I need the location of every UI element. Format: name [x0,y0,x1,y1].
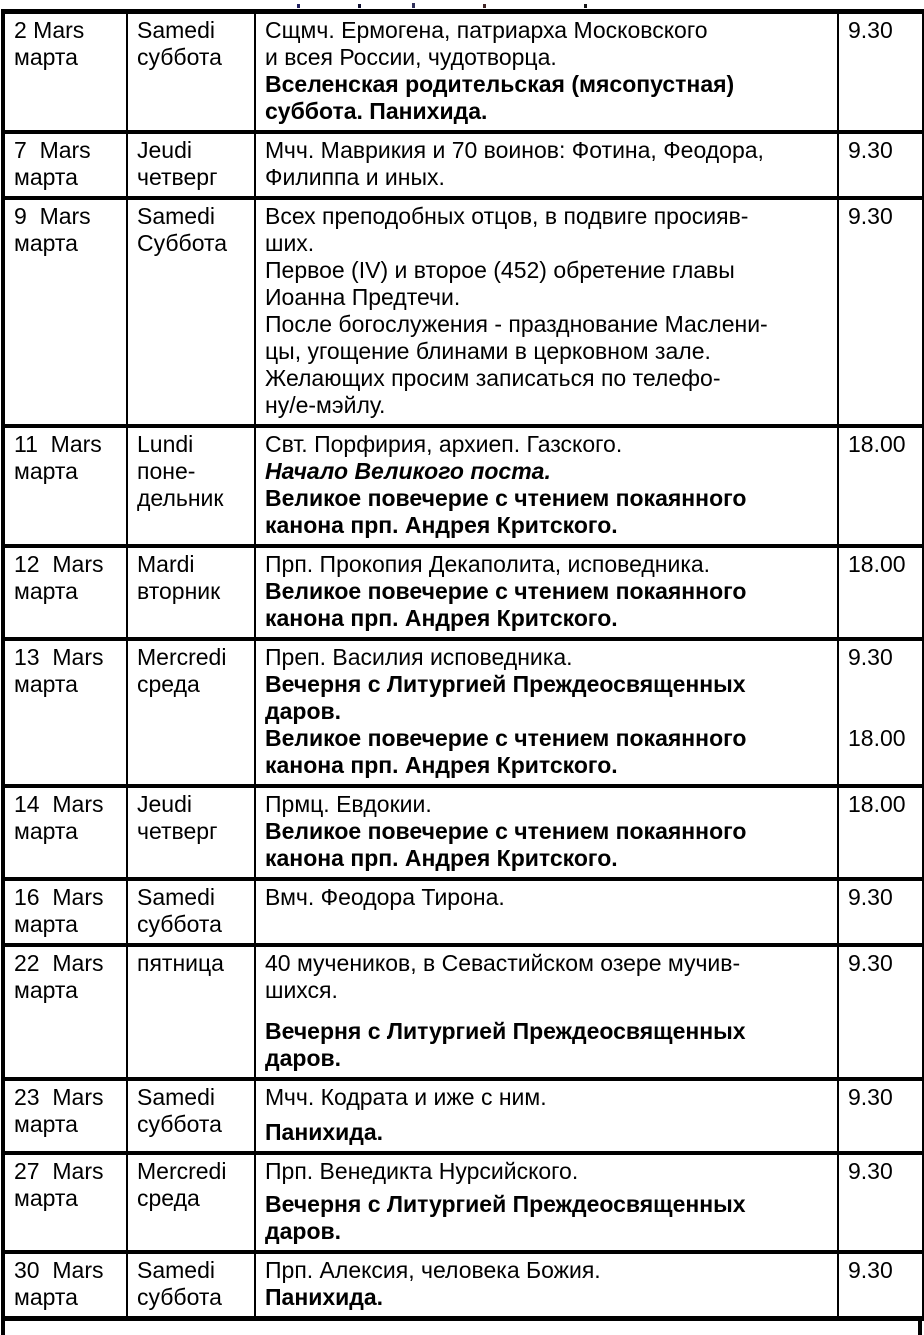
service-description-cell [255,879,838,945]
service-description-cell [255,945,838,1079]
weekday-line: Samedi [137,884,215,910]
schedule-row [3,198,924,426]
service-description-line: Первое (IV) и второе (452) обретение главы [265,257,735,283]
weekday-cell [127,546,255,639]
service-description-line: Вечерня с Литургией Преждеосвященных [265,671,746,697]
date-line: 22 Mars [14,950,104,976]
date-line: марта [14,1284,78,1311]
cut-off-text-fragments [0,0,924,9]
service-description-line: даров. [265,1218,342,1245]
service-description-cell [255,426,838,546]
schedule-row [3,786,924,879]
time-cell [838,132,924,198]
service-description-line: канона прп. Андрея Критского. [265,845,618,871]
service-description-line: шихся. [265,977,338,1003]
service-description-cell [255,132,838,198]
service-description-line: даров. [265,698,342,724]
service-description-line: цы, угощение блинами в церковном зале. [265,338,711,364]
service-description-line: Мчч. Маврикия и 70 воинов: Фотина, Феодора, [265,137,764,163]
service-description-line: канона прп. Андрея Критского. [265,605,618,631]
weekday-line: поне- [137,458,196,484]
date-line: марта [14,1184,78,1211]
date-line: 30 Mars [14,1257,104,1284]
service-description-line: Панихида. [265,1284,384,1311]
time-cell [838,198,924,426]
date-line: марта [14,44,78,70]
weekday-cell [127,945,255,1079]
service-description-line: канона прп. Андрея Критского. [265,752,618,778]
service-description-cell [255,12,838,133]
weekday-line: Lundi [137,431,194,457]
service-time: 9.30 [848,644,893,670]
schedule-body [3,12,924,1319]
date-cell [3,786,127,879]
date-line: 11 Mars [14,431,102,457]
letter-fragment [584,4,587,8]
service-description-cell [255,1153,838,1253]
service-description-line: ну/е-мэйлу. [265,392,386,418]
weekday-line: суббота [137,1284,222,1311]
service-time: 9.30 [848,1083,893,1110]
letter-fragment [483,4,486,8]
date-cell [3,1252,127,1319]
service-description-line: Филиппа и иных. [265,164,445,190]
service-description-line: Прмц. Евдокии. [265,791,432,817]
weekday-cell [127,1153,255,1253]
service-description-line: Всех преподобных отцов, в подвиге просияв- [265,203,749,229]
date-cell [3,945,127,1079]
service-description-line: 40 мучеников, в Севастийском озере мучив- [265,950,741,976]
weekday-line: среда [137,671,200,697]
weekday-line: дельник [137,485,224,511]
service-description-line: После богослужения - празднование Маслени- [265,311,768,337]
date-line: 13 Mars [14,644,104,670]
date-line: марта [14,977,78,1003]
date-cell [3,639,127,786]
service-description-line: Вмч. Феодора Тирона. [265,884,505,910]
service-description-cell [255,1252,838,1319]
weekday-line: суббота [137,911,222,937]
letter-fragment [358,4,361,8]
service-description-line: Сщмч. Ермогена, патриарха Московского [265,17,708,43]
date-cell [3,1079,127,1153]
date-line: 16 Mars [14,884,104,910]
service-description-line: Начало Великого поста. [265,458,551,484]
schedule-row [3,639,924,786]
service-schedule-table [1,9,924,1321]
date-line: марта [14,818,78,844]
date-line: марта [14,911,78,937]
date-cell [3,426,127,546]
service-time: 9.30 [848,1157,893,1184]
service-description-line: Вечерня с Литургией Преждеосвященных [265,1017,746,1044]
schedule-row [3,12,924,133]
weekday-cell [127,1079,255,1153]
service-description-line: Свт. Порфирия, архиеп. Газского. [265,431,623,457]
service-description-cell [255,786,838,879]
weekday-line: Mardi [137,551,195,577]
weekday-line: суббота [137,44,222,70]
schedule-row [3,1153,924,1253]
service-time: 18.00 [848,725,906,751]
time-cell [838,1079,924,1153]
letter-fragment [412,3,415,8]
schedule-row [3,879,924,945]
service-time: 9.30 [848,17,893,43]
date-line: 7 Mars [14,137,91,163]
date-line: марта [14,230,78,256]
date-line: марта [14,671,78,697]
date-line: 9 Mars [14,203,91,229]
date-line: марта [14,1110,78,1137]
service-description-line: Прп. Алексия, человека Божия. [265,1257,601,1284]
service-description-line: Прп. Венедикта Нурсийского. [265,1157,579,1184]
weekday-cell [127,12,255,133]
service-description-line: Великое повечерие с чтением покаянного [265,578,747,604]
schedule-row [3,426,924,546]
service-description-line: и всея России, чудотворца. [265,44,557,70]
time-cell [838,945,924,1079]
service-description-line: даров. [265,1044,342,1071]
service-time: 9.30 [848,137,893,163]
letter-fragment [297,4,300,8]
weekday-line: суббота [137,1110,222,1137]
weekday-cell [127,132,255,198]
service-time: 9.30 [848,950,893,976]
service-description-line: Великое повечерие с чтением покаянного [265,818,747,844]
weekday-cell [127,786,255,879]
date-line: 27 Mars [14,1157,104,1184]
service-time: 9.30 [848,1257,893,1284]
date-cell [3,546,127,639]
service-description-line: Желающих просим записаться по телефо- [265,365,721,391]
weekday-cell [127,879,255,945]
service-description-line: Панихида. [265,1118,384,1145]
service-description-cell [255,639,838,786]
date-cell [3,879,127,945]
time-cell [838,786,924,879]
weekday-line: Samedi [137,17,215,43]
service-description-line: Иоанна Предтечи. [265,284,461,310]
time-cell [838,1153,924,1253]
weekday-cell [127,639,255,786]
service-description-line: Великое повечерие с чтением покаянного [265,485,747,511]
service-time: 18.00 [848,551,906,577]
service-description-line: канона прп. Андрея Критского. [265,512,618,538]
date-line: марта [14,458,78,484]
service-description-line: Вечерня с Литургией Преждеосвященных [265,1191,746,1218]
service-description-line: Вселенская родительская (мясопустная) [265,71,735,97]
service-description-line: суббота. Панихида. [265,98,488,124]
weekday-line: Samedi [137,1083,215,1110]
service-description-line: Великое повечерие с чтением покаянного [265,725,747,751]
schedule-row [3,546,924,639]
weekday-cell [127,1252,255,1319]
date-line: 23 Mars [14,1083,104,1110]
date-cell [3,132,127,198]
schedule-row [3,1079,924,1153]
service-description-line: Прп. Прокопия Декаполита, исповедника. [265,551,711,577]
date-line: 12 Mars [14,551,104,577]
weekday-line: Samedi [137,203,215,229]
time-cell [838,1252,924,1319]
weekday-line: Суббота [137,230,228,256]
service-description-line: Мчч. Кодрата и иже с ним. [265,1083,547,1110]
date-cell [3,1153,127,1253]
time-cell [838,12,924,133]
date-line: 2 Mars [14,17,85,43]
service-time: 18.00 [848,791,906,817]
schedule-row [3,132,924,198]
time-cell [838,546,924,639]
time-cell [838,639,924,786]
time-cell [838,879,924,945]
weekday-line: четверг [137,164,218,190]
date-cell [3,12,127,133]
date-line: марта [14,164,78,190]
weekday-line: Jeudi [137,791,192,817]
service-description-cell [255,1079,838,1153]
weekday-cell [127,426,255,546]
date-line: марта [14,578,78,604]
schedule-row [3,1252,924,1319]
service-description-line: Преп. Василия исповедника. [265,644,573,670]
date-line: 14 Mars [14,791,104,817]
service-time: 9.30 [848,884,893,910]
service-description-line: ших. [265,230,315,256]
schedule-row [3,945,924,1079]
service-time: 9.30 [848,203,893,229]
weekday-line: среда [137,1184,200,1211]
weekday-line: Samedi [137,1257,215,1284]
service-description-cell [255,198,838,426]
weekday-line: Mercredi [137,644,227,670]
weekday-line: вторник [137,578,221,604]
next-row-cut-off [1,1321,922,1335]
time-cell [838,426,924,546]
weekday-line: Jeudi [137,137,192,163]
service-time: 18.00 [848,431,906,457]
weekday-cell [127,198,255,426]
weekday-line: Mercredi [137,1157,227,1184]
weekday-line: четверг [137,818,218,844]
date-cell [3,198,127,426]
weekday-line: пятница [137,950,224,976]
service-description-cell [255,546,838,639]
